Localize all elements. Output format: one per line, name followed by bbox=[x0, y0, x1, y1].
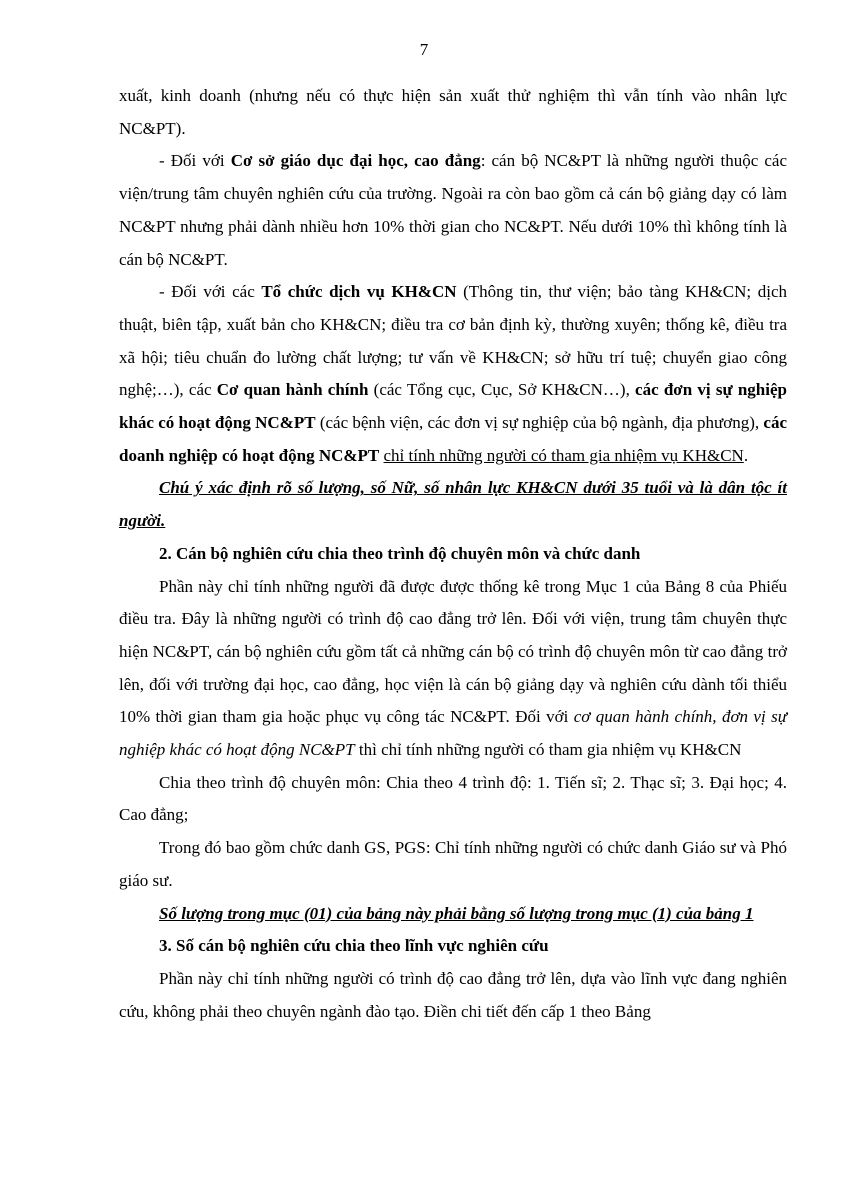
text-run: - Đối với các bbox=[159, 282, 262, 302]
text-run: . bbox=[743, 445, 749, 465]
text-run: thì chỉ tính những người có tham gia nhiệm vụ KH&CN bbox=[354, 740, 742, 760]
heading-text: 2. Cán bộ nghiên cứu chia theo trình độ chuyên môn và chức danh bbox=[159, 543, 641, 563]
text-run: (Thông tin, thư viện; bảo tàng KH&CN; dịch thuật, biên tập, xuất bản cho KH&CN; điều tra cơ bản định kỳ, thường xuyên; thống kê, điều tra xã hội; tiêu chuẩn đo lường chất lượng; tư vấn về KH&CN; sở hữu trí tuệ; chuyển giao công nghệ;…), các bbox=[119, 282, 787, 400]
paragraph-qualification: Chia theo trình độ chuyên môn: Chia theo 4 trình độ: 1. Tiến sĩ; 2. Thạc sĩ; 3. Đại học; 4. Cao đẳng; bbox=[119, 772, 787, 825]
bold-term: các đơn vị sự nghiệp khác có hoạt động NC&PT bbox=[119, 380, 787, 433]
italic-term: cơ quan hành chính, đơn vị sự nghiệp khác có hoạt động NC&PT bbox=[119, 707, 787, 760]
paragraph-titles: Trong đó bao gồm chức danh GS, PGS: Chỉ tính những người có chức danh Giáo sư và Phó giáo sư. bbox=[119, 838, 787, 890]
text-run: (các Tổng cục, Cục, Sở KH&CN…), bbox=[368, 380, 636, 400]
note-text: Chú ý xác định rõ số lượng, số Nữ, số nhân lực KH&CN dưới 35 tuổi và là dân tộc ít người. bbox=[119, 478, 787, 531]
paragraph-service-orgs bbox=[119, 276, 787, 472]
section-heading-3 bbox=[119, 930, 787, 963]
document-body bbox=[119, 80, 787, 1028]
text-run: - Đối với bbox=[159, 151, 231, 171]
underlined-text: chỉ tính những người có tham gia nhiệm vụ KH&CN bbox=[383, 445, 744, 465]
bold-term: các doanh nghiệp có hoạt động NC&PT bbox=[119, 413, 787, 465]
bold-term: Cơ sở giáo dục đại học, cao đẳng bbox=[230, 151, 481, 171]
bold-term: Cơ quan hành chính bbox=[216, 380, 369, 400]
paragraph-higher-education bbox=[119, 145, 787, 276]
paragraph-section-3: Phần này chỉ tính những người có trình độ cao đẳng trở lên, dựa vào lĩnh vực đang nghiên cứu, không phải theo chuyên ngành đào tạo. Điền chi tiết đến cấp 1 theo Bảng bbox=[119, 968, 787, 1021]
text-run: Phần này chỉ tính những người đã được được thống kê trong Mục 1 của Bảng 8 của Phiếu điều tra. Đây là những người có trình độ cao đẳng trở lên. Đối với viện, trung tâm chuyên thực hiện NC&PT, cán bộ nghiên cứu gồm tất cả những cán bộ có trình độ chuyên môn từ cao đẳng trở lên, đối với trường đại học, cao đẳng, học viện là cán bộ giảng dạy và nghiên cứu dành tối thiểu 10% thời gian tham gia hoặc phục vụ công tác NC&PT. Đối với bbox=[119, 576, 787, 727]
heading-text: 3. Số cán bộ nghiên cứu chia theo lĩnh vực nghiên cứu bbox=[159, 936, 549, 956]
bold-term: Tổ chức dịch vụ KH&CN bbox=[261, 282, 457, 302]
paragraph-section-2 bbox=[119, 571, 787, 767]
section-heading-2 bbox=[119, 538, 787, 571]
page-number: 7 bbox=[419, 40, 429, 59]
note-paragraph bbox=[119, 472, 787, 537]
text-run: (các bệnh viện, các đơn vị sự nghiệp của bộ ngành, địa phương), bbox=[315, 413, 764, 433]
note-paragraph-2 bbox=[119, 898, 787, 931]
note-text: Số lượng trong mục (01) của bảng này phải bằng số lượng trong mục (1) của bảng 1 bbox=[159, 903, 754, 923]
text-run: : cán bộ NC&PT là những người thuộc các viện/trung tâm chuyên nghiên cứu của trường. Ngoài ra còn bao gồm cả cán bộ giảng dạy có làm NC&PT nhưng phải dành nhiều hơn 10% thời gian cho NC&PT. Nếu dưới 10% thì không tính là cán bộ NC&PT. bbox=[119, 151, 788, 269]
paragraph-1: xuất, kinh doanh (nhưng nếu có thực hiện sản xuất thử nghiệm thì vẫn tính vào nhân lực NC&PT). bbox=[119, 86, 787, 138]
